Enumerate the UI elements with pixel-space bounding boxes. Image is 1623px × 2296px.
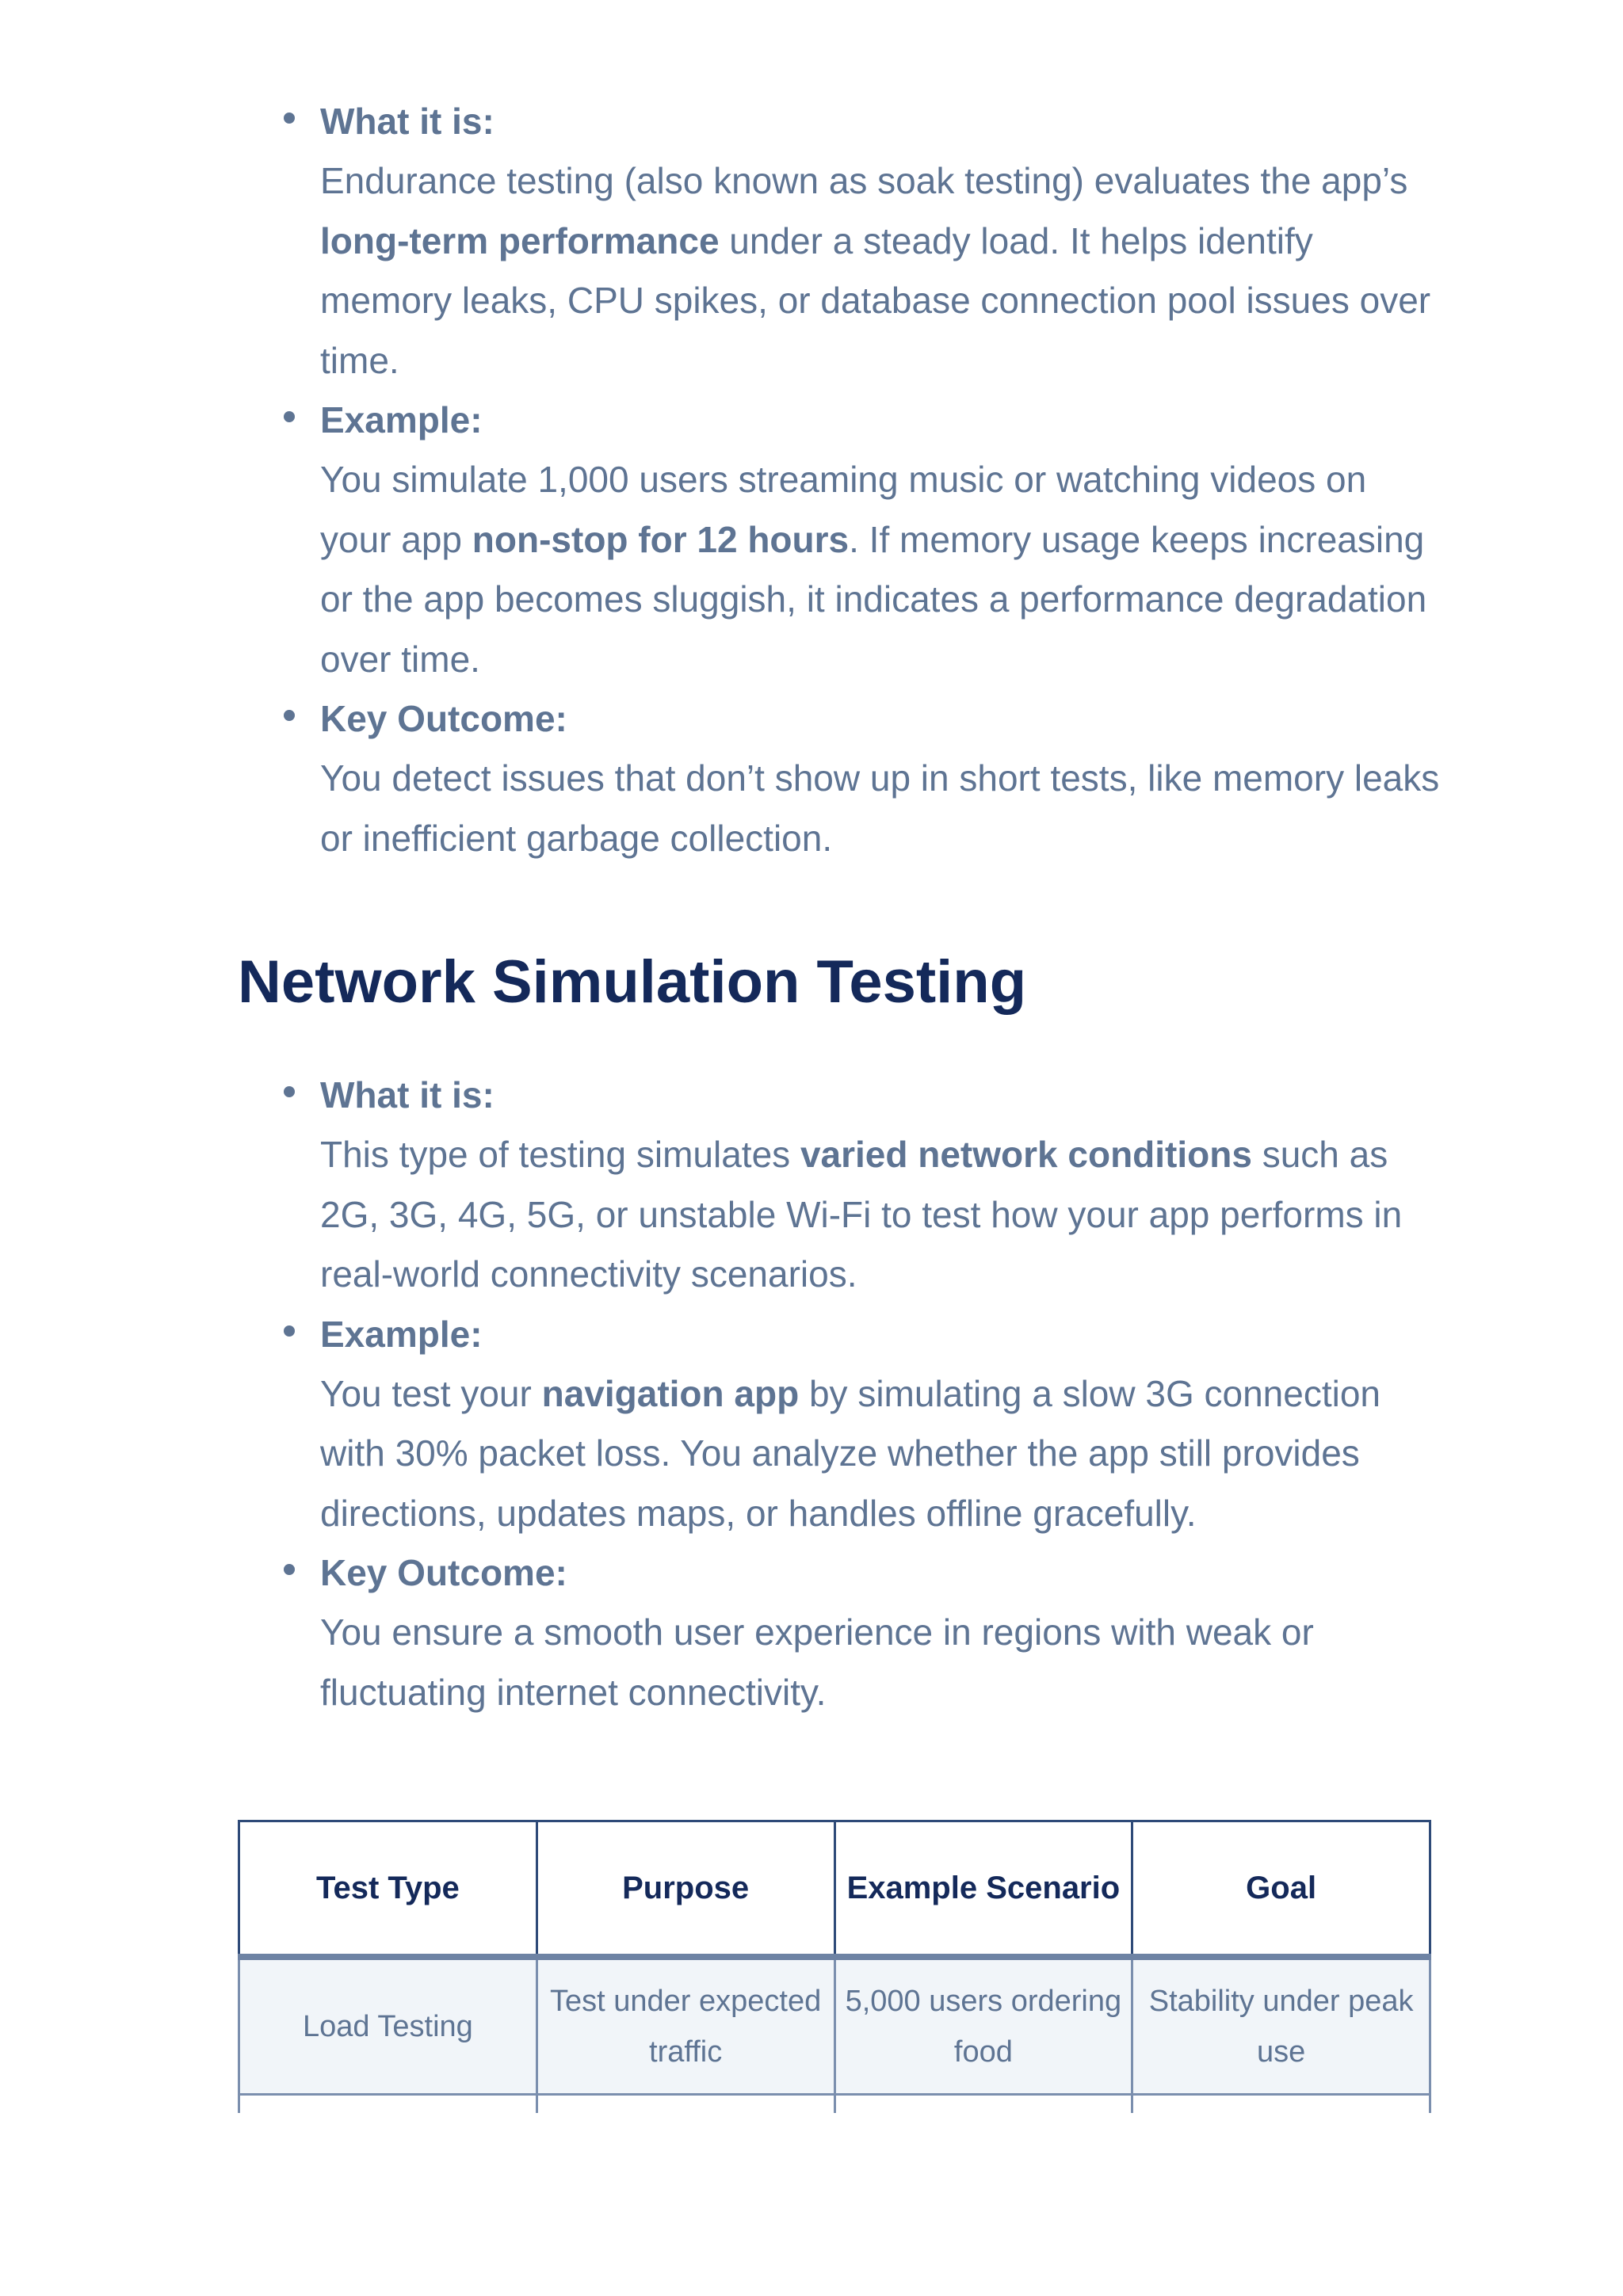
table-cell [1132, 2095, 1430, 2114]
table-cell: Test under expected traffic [537, 1957, 834, 2095]
table-cell [239, 2095, 537, 2114]
column-header-goal: Goal [1132, 1821, 1430, 1958]
table-cell [834, 2095, 1132, 2114]
table-cell [537, 2095, 834, 2114]
list-item [238, 391, 1442, 689]
column-header-purpose: Purpose [537, 1821, 834, 1958]
bold-phrase: long-term performance [320, 219, 720, 261]
table-header-row [239, 1821, 1430, 1958]
bullet-icon [284, 710, 295, 721]
key-outcome-text: You detect issues that don’t show up in short tests, like memory leaks or inefficient garbage collection. [320, 757, 1440, 859]
section-heading: Network Simulation Testing [238, 948, 1027, 1016]
bold-phrase: non-stop for 12 hours [472, 518, 850, 560]
table-cell: Load Testing [239, 1957, 537, 2095]
list-item [238, 689, 1442, 868]
table-row [239, 2095, 1430, 2114]
network-testing-list [238, 1066, 1442, 1722]
list-item [238, 1543, 1442, 1722]
test-types-table-container [238, 1820, 1431, 2113]
example-label: Example: [320, 399, 483, 441]
list-item [238, 92, 1442, 391]
what-it-is-text: This type of testing simulates varied network conditions such as 2G, 3G, 4G, 5G, or unstable Wi-Fi to test how your app performs in real-world connectivity scenarios. [320, 1134, 1403, 1295]
table-row [239, 1957, 1430, 2095]
what-it-is-label: What it is: [320, 1074, 495, 1116]
bullet-icon [284, 1325, 295, 1337]
list-item [238, 1066, 1442, 1305]
what-it-is-label: What it is: [320, 101, 495, 142]
bold-phrase: navigation app [541, 1372, 800, 1414]
bullet-icon [284, 1086, 295, 1097]
key-outcome-text: You ensure a smooth user experience in regions with weak or fluctuating internet connectivity. [320, 1611, 1314, 1713]
endurance-testing-list [238, 92, 1442, 868]
key-outcome-label: Key Outcome: [320, 1552, 567, 1593]
bullet-icon [284, 1564, 295, 1575]
column-header-test-type: Test Type [239, 1821, 537, 1958]
example-text: You test your navigation app by simulating a slow 3G connection with 30% packet loss. You analyze whether the app still provides directions, updates maps, or handles offline gracefully. [320, 1372, 1381, 1534]
test-types-table [238, 1820, 1431, 2113]
example-label: Example: [320, 1313, 483, 1355]
table-cell: Stability under peak use [1132, 1957, 1430, 2095]
bold-phrase: varied network conditions [800, 1134, 1252, 1175]
table-cell: 5,000 users ordering food [834, 1957, 1132, 2095]
example-text: You simulate 1,000 users streaming music or watching videos on your app non-stop for 12 hours. If memory usage keeps increasing or the app becomes sluggish, it indicates a performance degradation over time. [320, 459, 1427, 680]
bullet-icon [284, 411, 295, 422]
list-item [238, 1305, 1442, 1544]
column-header-example-scenario: Example Scenario [834, 1821, 1132, 1958]
what-it-is-text: Endurance testing (also known as soak testing) evaluates the app’s long-term performance under a steady load. It helps identify memory leaks, CPU spikes, or database connection pool issues over time. [320, 160, 1431, 381]
key-outcome-label: Key Outcome: [320, 698, 567, 739]
bullet-icon [284, 113, 295, 124]
